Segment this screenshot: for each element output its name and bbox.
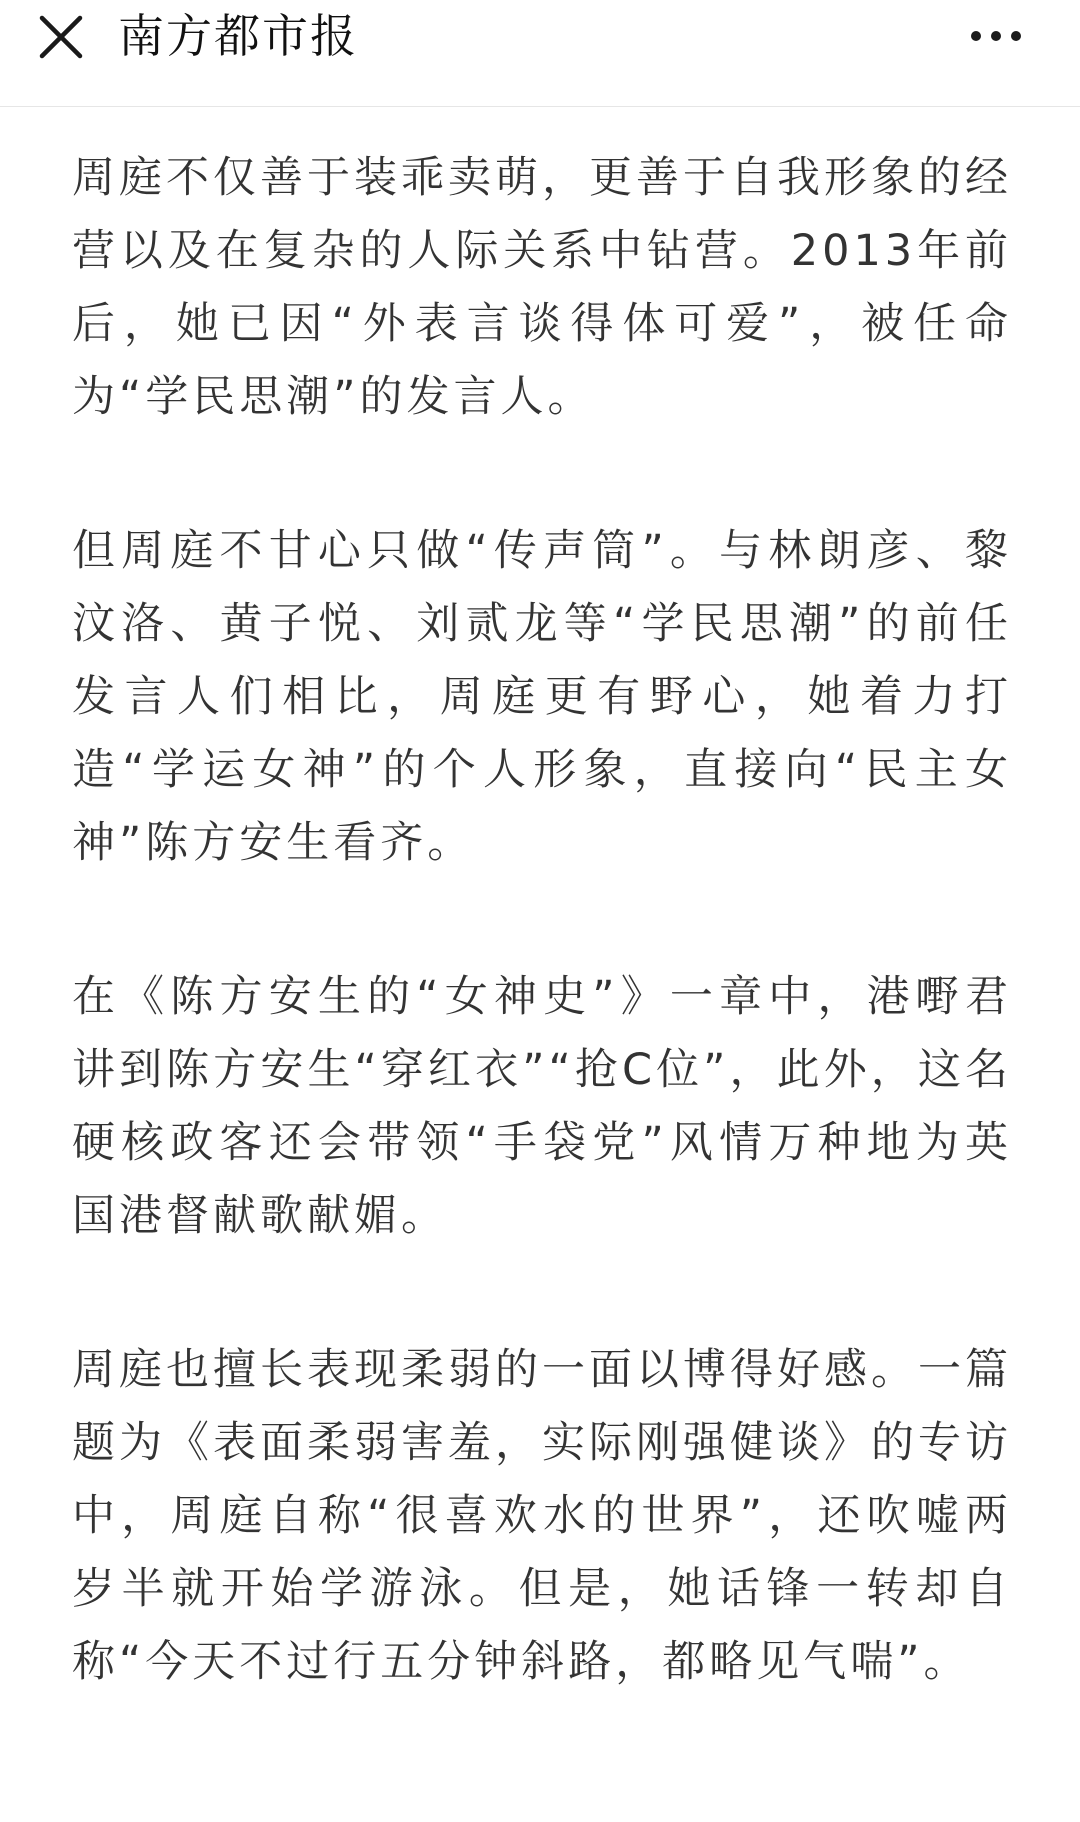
more-icon <box>966 16 1026 56</box>
article-paragraph: 周庭不仅善于装乖卖萌，更善于自我形象的经营以及在复杂的人际关系中钻营。2013年前后，她已因“外表言谈得体可爱”，被任命为“学民思潮”的发言人。 <box>72 153 1012 422</box>
page-title: 南方都市报 <box>118 9 358 63</box>
article-paragraph: 在《陈方安生的“女神史”》一章中，港嘢君讲到陈方安生“穿红衣”“抢C位”，此外，这名硬核政客还会带领“手袋党”风情万种地为英国港督献歌献媚。 <box>72 972 1012 1241</box>
article-paragraph: 但周庭不甘心只做“传声筒”。与林朗彦、黎汶洛、黄子悦、刘贰龙等“学民思潮”的前任发言人们相比，周庭更有野心，她着力打造“学运女神”的个人形象，直接向“民主女神”陈方安生看齐。 <box>72 526 1012 868</box>
more-options-button[interactable] <box>966 16 1026 56</box>
article-paragraph: 周庭也擅长表现柔弱的一面以博得好感。一篇题为《表面柔弱害羞，实际刚强健谈》的专访中，周庭自称“很喜欢水的世界”，还吹嘘两岁半就开始学游泳。但是，她话锋一转却自称“今天不过行五分钟斜路，都略见气喘”。 <box>72 1345 1012 1687</box>
close-button[interactable] <box>36 12 86 62</box>
top-navigation-bar <box>0 0 1080 107</box>
article-body <box>72 142 1012 1699</box>
close-icon <box>36 12 86 62</box>
